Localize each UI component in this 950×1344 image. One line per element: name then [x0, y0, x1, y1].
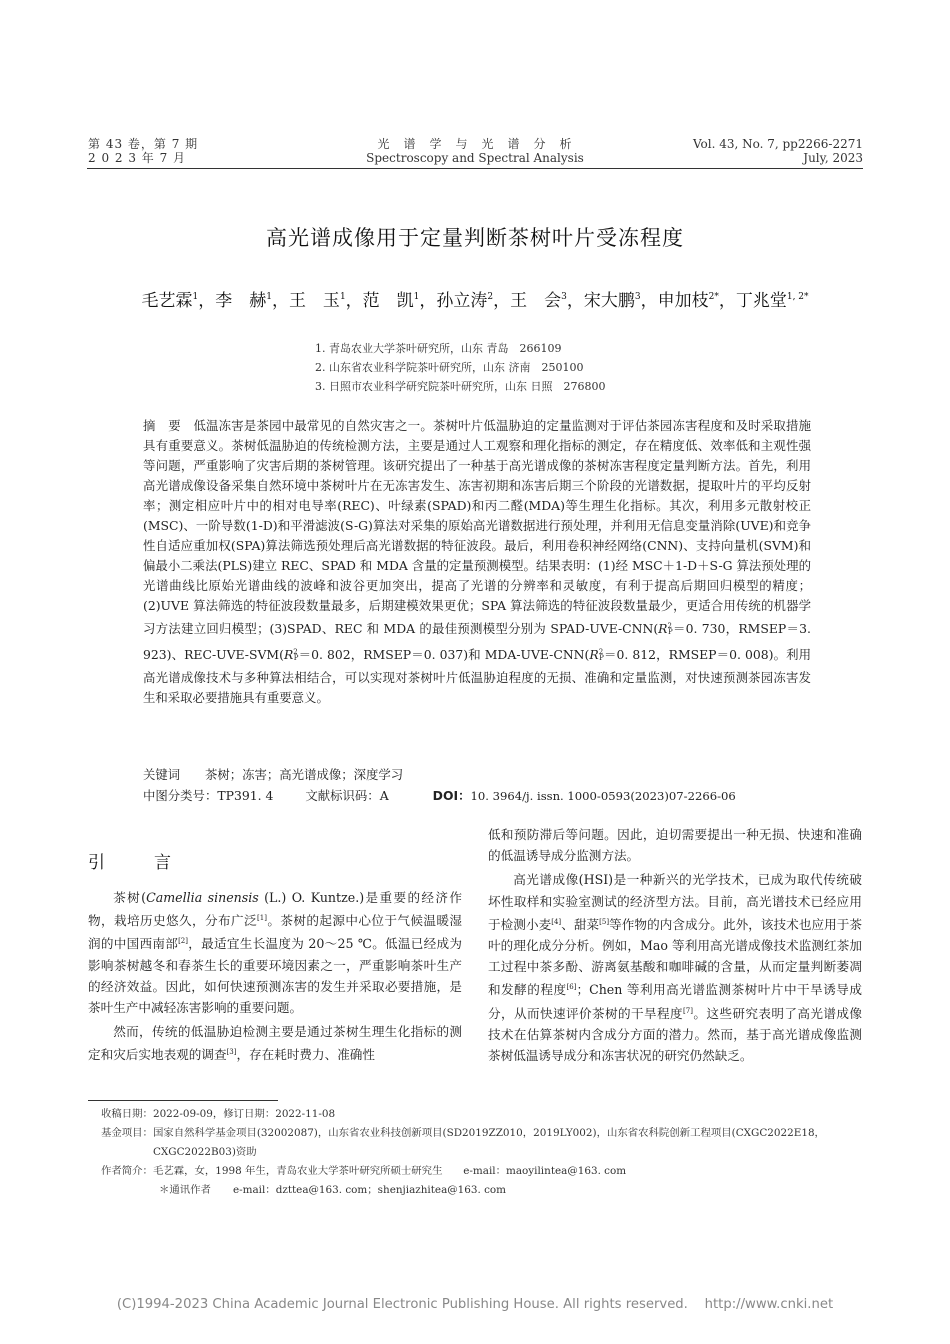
text-run: 等作物的内含成分。此外，该技术也应用于茶叶的理化成分分析。例如，Mao 等利用高光谱成像技术监测红茶加工过程中茶多酚、游离氨基酸和咖啡碱的含量，从而定量判断萎凋和发酵的程度: [488, 916, 863, 998]
abstract-text: 低温冻害是茶园中最常见的自然灾害之一。茶树叶片低温胁迫的定量监测对于评估茶园冻害程度和及时采取措施具有重要意义。茶树低温胁迫的传统检测方法，主要是通过人工观察和理化指标的测定，存在精度低、效率低和主观性强等问题，严重影响了灾害后期的茶树管理。该研究提出了一种基于高光谱成像的茶树冻害程度定量判断方法。首先，利用高光谱成像设备采集自然环境中茶树叶片在无冻害发生、冻害初期和冻害后期三个阶段的光谱数据，提取叶片的平均反射率；测定相应叶片中的相对电导率(REC)、叶绿素(SPAD)和丙二醛(MDA)等生理生化指标。其次，利用多元散射校正(MSC)、一阶导数(1-D)和平滑滤波(S-G)算法对采集的原始高光谱数据进行预处理，并利用无信息变量消除(UVE)和竞争性自适应重加权(SPA)算法筛选预处理后高光谱数据的特征波段。最后，利用卷积神经网络(CNN)、支持向量机(SVM)和偏最小二乘法(PLS)建立 REC、SPAD 和 MDA 含量的定量预测模型。结果表明：(1)经 MSC＋1-D＋S-G 算法预处理的光谱曲线比原始光谱曲线的波峰和波谷更加突出，提高了光谱的分辨率和灵敏度，有利于提高后期回归模型的精度；(2)UVE 算法筛选的特征波段数量最多，后期建模效果更优；SPA 算法筛选的特征波段数量最少，更适合用传统的机器学习方法建立回归模型；(3)SPAD、REC 和 MDA 的最佳预测模型分别为 SPAD-UVE-CNN(: [143, 418, 812, 636]
author-name: 毛艺霖: [141, 291, 193, 311]
species-name: Camellia sinensis: [146, 890, 259, 905]
footnotes: [101, 1105, 863, 1200]
author-separator: ，: [198, 291, 216, 311]
author-affiliation-mark: 1: [266, 292, 272, 302]
author-affiliation-mark: 1, 2*: [786, 292, 809, 302]
footnote-label: 基金项目：: [101, 1127, 153, 1139]
footnote-label: 收稿日期：: [101, 1108, 153, 1120]
author-separator: ，: [566, 291, 584, 311]
citation: [2]: [178, 937, 188, 946]
paper-title: 高光谱成像用于定量判断茶树叶片受冻程度: [266, 226, 684, 250]
author: [215, 291, 272, 311]
affiliation-item: 3. 日照市农业科学研究院茶叶研究所，山东 日照 276800: [315, 380, 606, 393]
author-separator: ，: [345, 291, 363, 311]
author-affiliation-mark: 2: [487, 292, 494, 302]
author: [141, 291, 198, 311]
author-name: 宋大鹏: [583, 291, 635, 311]
citation: [6]: [566, 983, 577, 992]
text-run: 茶树(: [113, 890, 147, 905]
footnote-label: ＊通讯作者: [159, 1184, 211, 1196]
abstract-text: ＝0. 730，RMSEP＝3. 923)、REC-UVE-SVM(: [143, 621, 811, 662]
r-sub: P: [293, 654, 299, 662]
affiliation-item: 2. 山东省农业科学院茶叶研究所，山东 济南 250100: [315, 361, 584, 374]
header-divider: [87, 168, 863, 169]
author-name: 范 凯: [362, 291, 414, 311]
journal-name-en: Spectroscopy and Spectral Analysis: [366, 151, 584, 165]
author: [510, 291, 567, 311]
author: [584, 291, 641, 311]
author: [289, 291, 346, 311]
clc-label: 中图分类号：: [143, 788, 218, 803]
classification-line: [143, 786, 736, 804]
copyright-notice: (C)1994-2023 China Academic Journal Electronic Publishing House. All rights reserved. http://www.cnki.net: [116, 1297, 834, 1312]
footnote-value: e-mail：dzttea@163. com；shenjiazhitea@163. com: [232, 1184, 507, 1196]
r-sup: 2: [667, 622, 672, 630]
text-run: 。这些研究表明了高光谱成像技术在估算茶树内含成分方面的潜力。然而，基于高光谱成像监测茶树低温诱导成分和冻害状况的研究仍然缺乏。: [488, 1005, 863, 1064]
journal-name-cn: 光 谱 学 与 光 谱 分 析: [377, 137, 573, 151]
doc-code-value: A: [379, 788, 389, 803]
paragraph: [88, 887, 462, 1018]
r-sub: P: [667, 628, 673, 636]
footnote-value: 国家自然科学基金项目(32002087)，山东省农业科技创新项目(SD2019ZZ010，2019LY002)，山东省农科院创新工程项目(CXGC2022E18，CXGC2022B03)资助: [152, 1127, 825, 1158]
text-run: ，最适宜生长温度为 20～25 ℃。低温已经成为影响茶树越冬和春茶生长的重要环境因素之一，严重影响茶叶生产的经济效益。因此，如何快速预测冻害的发生并采取必要措施，是茶叶生产中减轻冻害影响的重要问题。: [88, 936, 462, 1016]
citation: [4]: [551, 917, 562, 926]
paragraph-continued: 低和预防滞后等问题。因此，迫切需要提出一种无损、快速和准确的低温诱导成分监测方法。: [488, 827, 862, 864]
author-name: 丁兆堂: [735, 291, 787, 311]
journal-volume-info-en: [693, 137, 863, 165]
doi-value: 10. 3964/j. issn. 1000-0593(2023)07-2266-06: [470, 789, 736, 803]
author-list: [0, 286, 950, 311]
section-heading-introduction: 引 言: [88, 853, 187, 873]
text-run: 高光谱成像(HSI)是一种新兴的光学技术，已成为取代传统破坏性取样和实验室测试的经济型方法。目前，高光谱技术已经应用于检测小麦: [488, 872, 862, 932]
footnote-divider: [88, 1100, 278, 1101]
footnote-corresponding: [101, 1181, 863, 1200]
text-run: ，存在耗时费力、准确性: [236, 1047, 375, 1063]
author-affiliation-mark: 2*: [708, 292, 719, 302]
footnote-fund: [101, 1124, 863, 1162]
footnote-received: [101, 1105, 863, 1124]
text-run: 、甜菜: [561, 916, 600, 932]
author-affiliation-mark: 1: [192, 292, 199, 302]
author-affiliation-mark: 1: [413, 292, 420, 302]
r-symbol: R: [658, 621, 668, 636]
author-separator: ，: [718, 291, 736, 311]
r-symbol: R: [283, 647, 294, 662]
date-en: July, 2023: [803, 151, 863, 165]
affiliation-item: 1. 青岛农业大学茶叶研究所，山东 青岛 266109: [315, 342, 562, 355]
paragraph: [488, 869, 862, 1066]
author-name: 孙立涛: [436, 291, 488, 311]
citation: [3]: [226, 1048, 237, 1057]
footnote-label: 作者简介：: [101, 1165, 153, 1177]
citation: [7]: [683, 1006, 693, 1015]
author-separator: ，: [419, 291, 437, 311]
author-affiliation-mark: 3: [634, 292, 641, 302]
footnote-value: 2022-09-09，修订日期：2022-11-08: [152, 1108, 336, 1120]
footnote-author: [101, 1162, 863, 1181]
author: [436, 291, 493, 311]
body-column-right: [488, 824, 862, 1066]
doi-label: DOI：: [432, 788, 471, 803]
footnote-value: 毛艺霖，女，1998 年生，青岛农业大学茶叶研究所硕士研究生 e-mail：maoyilintea@163. com: [152, 1165, 627, 1177]
keywords-value: 茶树；冻害；高光谱成像；深度学习: [204, 767, 404, 782]
keywords-label: 关键词: [143, 767, 181, 782]
abstract-label: 摘 要: [143, 418, 181, 433]
doc-code-label: 文献标识码：: [305, 788, 380, 803]
keywords: [143, 765, 403, 783]
text-run: 。茶树的起源中心位于气候温暖湿润的中国西南部: [88, 913, 463, 952]
text-run: 然而，传统的低温胁迫检测主要是通过茶树生理生化指标的测定和灾后实地表观的调查: [88, 1024, 462, 1063]
affiliation-list: [315, 339, 605, 396]
author-affiliation-mark: 3: [561, 292, 567, 302]
author-name: 王 会: [510, 291, 562, 311]
author-name: 申加枝: [657, 291, 709, 311]
volume-issue: 第 43 卷，第 7 期: [88, 137, 199, 151]
publication-date: 2 0 2 3 年 7 月: [88, 151, 187, 165]
author-name: 王 玉: [288, 291, 340, 311]
author-separator: ，: [271, 291, 289, 311]
author-separator: ，: [493, 291, 511, 311]
paragraph: [88, 1021, 462, 1065]
r-sup: 2: [598, 648, 604, 656]
author: [658, 291, 719, 311]
citation: [5]: [599, 917, 610, 926]
r-sup: 2: [293, 648, 298, 656]
author-name: 李 赫: [215, 291, 267, 311]
body-column-left: [88, 887, 462, 1066]
abstract-text: ＝0. 812，RMSEP＝0. 008)。利用高光谱成像技术与多种算法相结合，可以实现对茶树叶片低温胁迫程度的无损、准确和定量监测，对快速预测茶园冻害发生和采取必要措施具有重要意义。: [143, 647, 811, 705]
r-sub: P: [599, 654, 604, 662]
author: [736, 291, 809, 311]
abstract: [143, 416, 811, 708]
author: [363, 291, 420, 311]
citation: [1]: [257, 914, 267, 923]
text-run: (L.) O. Kuntze.)是重要的经济作物，栽培历史悠久，分布广泛: [88, 890, 462, 929]
abstract-text: ＝0. 802，RMSEP＝0. 037)和 MDA-UVE-CNN(: [298, 647, 590, 662]
author-separator: ，: [640, 291, 658, 311]
author-affiliation-mark: 1: [339, 292, 346, 302]
r-symbol: R: [589, 647, 599, 662]
volume-pages-en: Vol. 43, No. 7, pp2266-2271: [692, 137, 863, 151]
clc-value: TP391. 4: [217, 788, 274, 803]
text-run: ；Chen 等利用高光谱监测茶树叶片中干旱诱导成分，从而快速评价茶树的干旱程度: [488, 982, 862, 1021]
